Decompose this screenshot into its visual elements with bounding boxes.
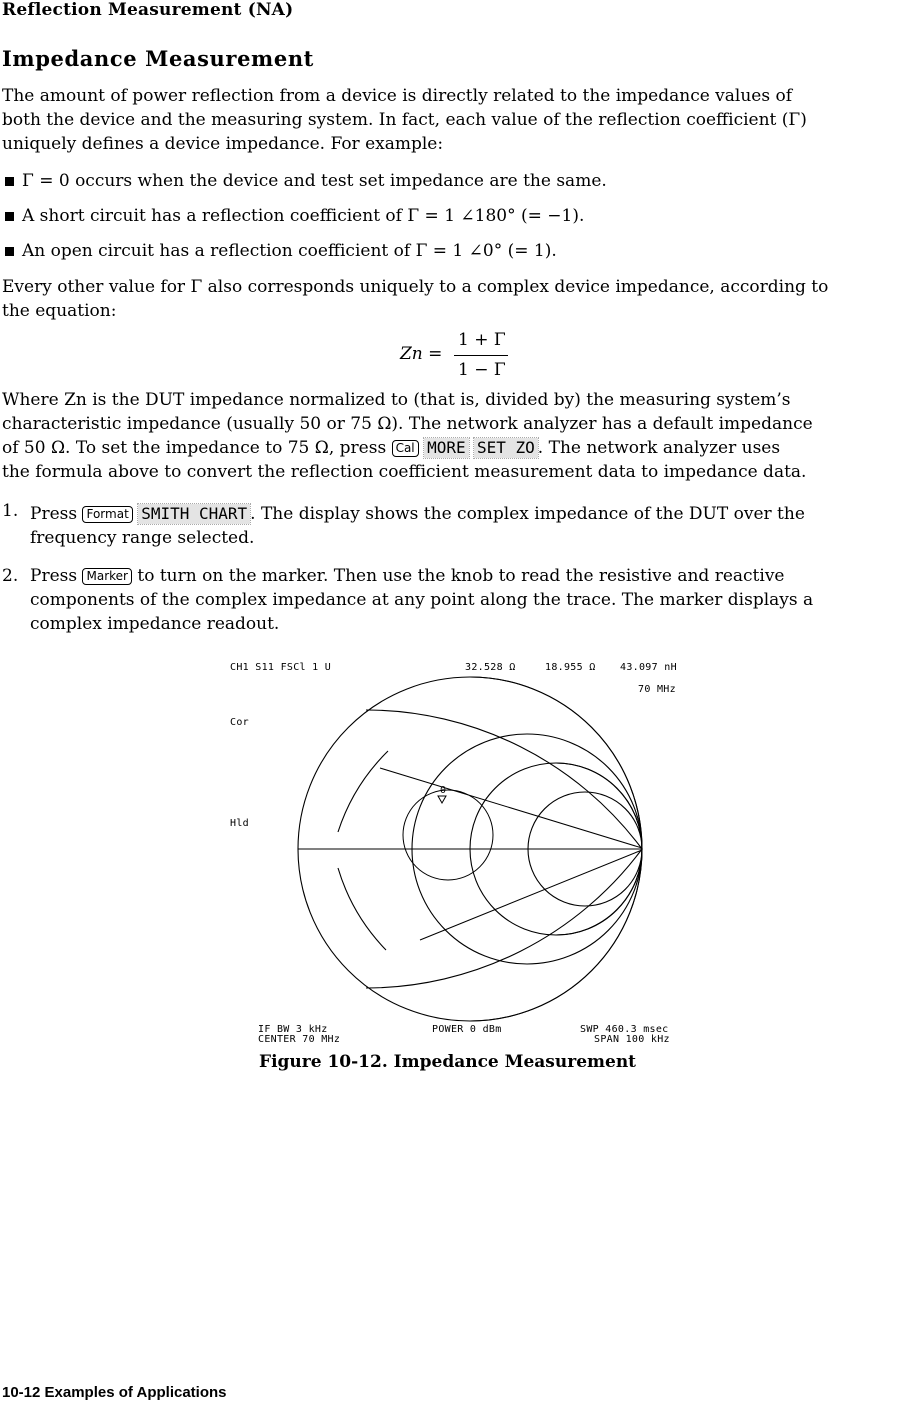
bullet-icon: [5, 177, 14, 186]
marker-frequency: 70 MHz: [638, 684, 676, 695]
equation-denominator: 1 − Γ: [458, 360, 506, 380]
marker-key[interactable]: Marker: [82, 568, 131, 585]
text-span: Press: [30, 504, 78, 524]
hold-annotation: Hld: [230, 818, 249, 829]
analyzer-screen: [220, 650, 700, 1050]
intro-line: both the device and the measuring system. In fact, each value of the reflection coefficient (Γ): [2, 110, 807, 130]
bullet-text: An open circuit has a reflection coefficient of Γ = 1 ∠0° (= 1).: [22, 241, 557, 261]
trace-segment: [338, 751, 388, 832]
bullet-item: [2, 204, 882, 228]
text-span: Press: [30, 566, 78, 586]
channel-status: CH1 S11 FSCl 1 U: [230, 662, 332, 673]
frequency-span: SPAN 100 kHz: [594, 1034, 670, 1045]
page-footer: 10-12 Examples of Applications: [2, 1384, 227, 1401]
marker-label: 0: [440, 785, 447, 796]
bullet-item: [2, 169, 882, 193]
text-line: [2, 436, 813, 460]
step-2: [2, 564, 813, 636]
smith-chart: [220, 650, 700, 1050]
text-span: of 50 Ω. To set the impedance to 75 Ω, press: [2, 438, 387, 458]
text-line: complex impedance readout.: [30, 614, 280, 634]
page-title: Impedance Measurement: [2, 46, 314, 71]
if-bandwidth: IF BW 3 kHz: [258, 1024, 328, 1035]
equation-numerator: 1 + Γ: [458, 330, 506, 350]
section-header: Reflection Measurement (NA): [2, 0, 294, 20]
trace-line: [420, 850, 642, 940]
intro-line: uniquely defines a device impedance. For example:: [2, 134, 444, 154]
bullet-text: Γ = 0 occurs when the device and test set impedance are the same.: [22, 171, 607, 191]
bullet-icon: [5, 212, 14, 221]
equation-intro: [2, 275, 828, 323]
text-line: the formula above to convert the reflection coefficient measurement data to impedance data.: [2, 462, 807, 482]
text-span: . The network analyzer uses: [537, 438, 781, 458]
reactance-readout: 18.955 Ω: [545, 662, 596, 673]
power-level: POWER 0 dBm: [432, 1024, 502, 1035]
text-line: frequency range selected.: [30, 528, 255, 548]
set-zo-softkey[interactable]: SET ZO: [474, 438, 538, 458]
text-line: Every other value for Γ also corresponds uniquely to a complex device impedance, according to: [2, 277, 829, 297]
correction-annotation: Cor: [230, 717, 249, 728]
reactance-arc: [366, 849, 642, 988]
figure-caption: Figure 10-12. Impedance Measurement: [259, 1052, 637, 1072]
text-line: components of the complex impedance at any point along the trace. The marker displays a: [30, 590, 814, 610]
text-line: Where Zn is the DUT impedance normalized to (that is, divided by) the measuring system’s: [2, 390, 791, 410]
fraction-bar: [454, 355, 508, 356]
equation-lhs: Zn =: [400, 344, 443, 364]
resistance-readout: 32.528 Ω: [465, 662, 516, 673]
bullet-text: A short circuit has a reflection coefficient of Γ = 1 ∠180° (= −1).: [22, 206, 585, 226]
bullet-item: [2, 239, 882, 263]
text-line: the equation:: [2, 301, 117, 321]
text-span: . The display shows the complex impedance of the DUT over the: [250, 504, 805, 524]
format-key[interactable]: Format: [82, 506, 132, 523]
sweep-time: SWP 460.3 msec: [580, 1024, 669, 1035]
trace-circle: [403, 790, 493, 880]
bullet-icon: [5, 247, 14, 256]
inductance-readout: 43.097 nH: [620, 662, 677, 673]
step-number: 1.: [2, 501, 19, 521]
where-paragraph: [2, 388, 813, 484]
smith-chart-softkey[interactable]: SMITH CHART: [138, 504, 250, 524]
reactance-arc: [366, 710, 642, 849]
text-span: to turn on the marker. Then use the knob to read the resistive and reactive: [137, 566, 785, 586]
cal-key[interactable]: Cal: [392, 440, 419, 457]
text-line: characteristic impedance (usually 50 or 75 Ω). The network analyzer has a default impedance: [2, 414, 813, 434]
intro-line: The amount of power reflection from a device is directly related to the impedance values of: [2, 86, 793, 106]
step-number: 2.: [2, 566, 19, 586]
step-1: [2, 502, 805, 550]
center-frequency: CENTER 70 MHz: [258, 1034, 341, 1045]
trace-segment: [338, 868, 386, 950]
marker-triangle-icon: [438, 796, 446, 803]
intro-paragraph: [2, 84, 807, 156]
more-softkey[interactable]: MORE: [424, 438, 469, 458]
